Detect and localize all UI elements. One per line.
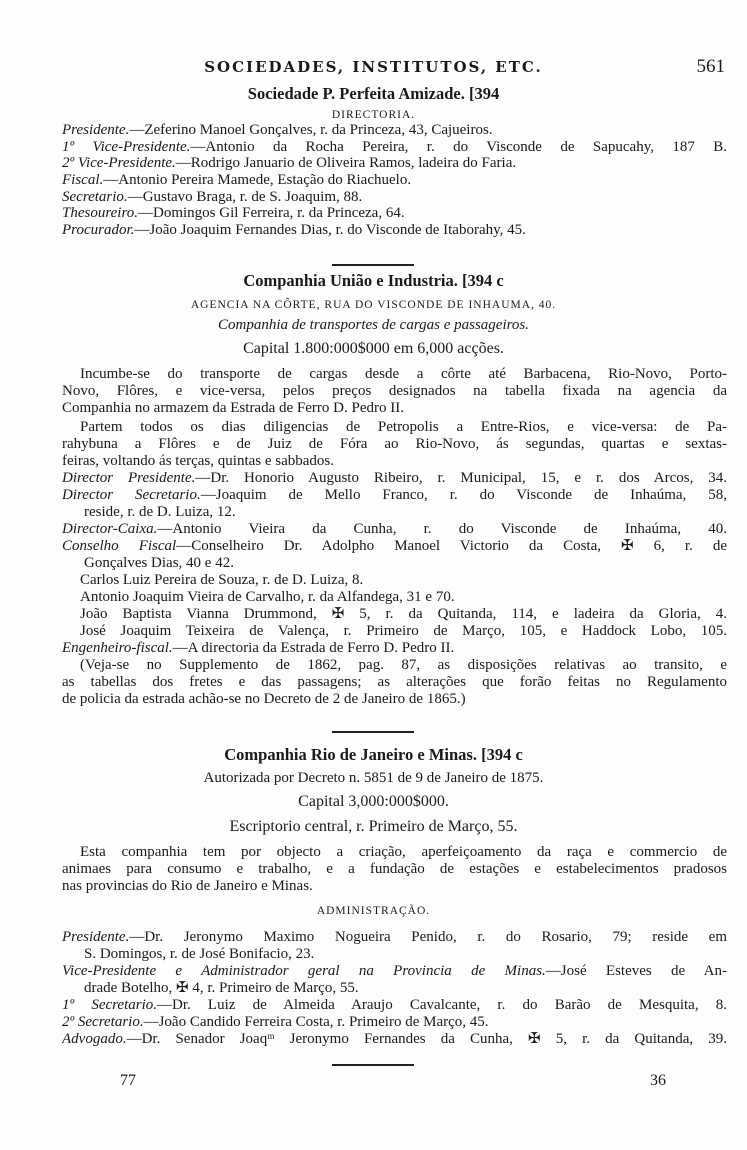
- line-text: animaes para consumo e trabalho, e a fundação de estações e estabelecimentos pradosos: [62, 861, 727, 877]
- line-text: —Joaquim de Mello Franco, r. do Visconde de Inhaúma, 58,: [200, 487, 727, 503]
- entry: [62, 521, 727, 538]
- line-text: —Rodrigo Januario de Oliveira Ramos, ladeira do Faria.: [175, 155, 517, 171]
- entry: [62, 122, 727, 139]
- entry: [62, 155, 727, 172]
- entry: [62, 470, 727, 487]
- entry-continuation: [84, 555, 727, 572]
- role-label: Thesoureiro.: [62, 205, 138, 221]
- line-text: —Antonio Pereira Mamede, Estação do Riachuelo.: [103, 172, 412, 188]
- paragraph-line: [62, 861, 727, 878]
- line-text: nas provincias do Rio de Janeiro e Minas.: [62, 878, 313, 894]
- role-label: Director-Caixa.: [62, 521, 158, 537]
- role-label: 1º Vice-Presidente.: [62, 139, 191, 155]
- line-text: S. Domingos, r. de José Bonifacio, 23.: [84, 946, 315, 962]
- line-text: Companhia no armazem da Estrada de Ferro D. Pedro II.: [62, 400, 404, 416]
- role-label: Conselho Fiscal: [62, 538, 177, 554]
- section-title: [40, 85, 707, 102]
- role-label: Engenheiro-fiscal.: [62, 640, 173, 656]
- line-text: Incumbe-se do transporte de cargas desde a côrte até Barbacena, Rio-Novo, Porto-: [80, 366, 727, 382]
- line-text: feiras, voltando ás terças, quintas e sabbados.: [62, 453, 334, 469]
- role-label: Advogado.: [62, 1031, 127, 1047]
- line-text: Sociedade P. Perfeita Amizade. [394: [247, 84, 500, 103]
- section-divider: [332, 731, 414, 733]
- line-text: —João Candido Ferreira Costa, r. Primeiro de Março, 45.: [143, 1014, 489, 1030]
- role-label: Director Presidente.: [62, 470, 196, 486]
- entry: [62, 1031, 727, 1048]
- entry: [62, 1014, 727, 1031]
- council-member: [80, 589, 745, 606]
- entry: [62, 929, 727, 946]
- role-label: 2º Vice-Presidente.: [62, 155, 176, 171]
- line-text: rahybuna a Flôres e de Juiz de Fóra ao Rio-Novo, ás segundas, quartas e sextas-: [62, 436, 727, 452]
- line-text: —Dr. Jeronymo Maximo Nogueira Penido, r. do Rosario, 79; reside em: [129, 929, 727, 945]
- entry: [62, 487, 727, 504]
- line-text: drade Botelho, ✠ 4, r. Primeiro de Março, 55.: [84, 980, 359, 996]
- line-text: Capital 3,000:000$000.: [298, 793, 449, 810]
- line-text: —Dr. Senador Joaqᵐ Jeronymo Fernandes da Cunha, ✠ 5, r. da Quitanda, 39.: [126, 1031, 727, 1047]
- role-label: 2º Secretario.: [62, 1014, 144, 1030]
- role-label: Vice-Presidente e Administrador geral na Provincia de Minas.: [62, 963, 546, 979]
- entry-continuation: [84, 504, 727, 521]
- line-text: Gonçalves Dias, 40 e 42.: [84, 555, 234, 571]
- office-line: [40, 818, 707, 835]
- role-label: Fiscal.: [62, 172, 104, 188]
- line-text: —A directoria da Estrada de Ferro D. Pedro II.: [172, 640, 455, 656]
- line-text: Carlos Luiz Pereira de Souza, r. de D. Luiza, 8.: [80, 572, 364, 588]
- entry: [62, 963, 727, 980]
- capital-line: [40, 340, 707, 357]
- role-label: Secretario.: [62, 189, 128, 205]
- line-text: Capital 1.800:000$000 em 6,000 acções.: [243, 340, 504, 357]
- entry: [62, 538, 727, 555]
- paragraph-line: [62, 453, 727, 470]
- entry-continuation: [84, 980, 727, 997]
- note-line: [80, 657, 727, 674]
- role-label: Director Secretario.: [62, 487, 201, 503]
- line-text: (Veja-se no Supplemento de 1862, pag. 87, as disposições relativas ao transito, e: [80, 657, 727, 673]
- running-header: SOCIEDADES, INSTITUTOS, ETC.: [204, 58, 543, 76]
- role-label: Procurador.: [62, 222, 135, 238]
- line-text: —João Joaquim Fernandes Dias, r. do Visconde de Itaborahy, 45.: [134, 222, 526, 238]
- paragraph-line: [80, 419, 727, 436]
- line-text: —Dr. Luiz de Almeida Araujo Cavalcante, r. do Barão de Mesquita, 8.: [157, 997, 727, 1013]
- line-text: Escriptorio central, r. Primeiro de Março, 55.: [229, 818, 518, 835]
- line-text: Esta companhia tem por objecto a criação, aperfeiçoamento da raça e commercio de: [80, 844, 727, 860]
- note-line: [62, 674, 727, 691]
- paragraph-line: [62, 878, 727, 895]
- line-text: de policia da estrada achão-se no Decreto de 2 de Janeiro de 1865.): [62, 691, 466, 707]
- line-text: —José Esteves de An-: [545, 963, 727, 979]
- line-text: —Gustavo Braga, r. de S. Joaquim, 88.: [127, 189, 363, 205]
- entry: [62, 139, 727, 156]
- paragraph-line: [62, 436, 727, 453]
- section-title: [40, 272, 707, 289]
- line-text: reside, r. de D. Luiza, 12.: [84, 504, 236, 520]
- line-text: as tabellas dos fretes e das passagens; as alterações que forão feitas no Regulamento: [62, 674, 727, 690]
- line-text: Companhia de transportes de cargas e passageiros.: [218, 317, 529, 333]
- line-text: —Dr. Honorio Augusto Ribeiro, r. Municipal, 15, e r. dos Arcos, 34.: [195, 470, 727, 486]
- paragraph-line: [62, 383, 727, 400]
- section-title: [40, 746, 707, 763]
- subheading: [40, 903, 707, 920]
- line-text: —Antonio Vieira da Cunha, r. do Visconde de Inhaúma, 40.: [157, 521, 727, 537]
- council-member: [80, 606, 727, 623]
- council-member: [80, 572, 745, 589]
- paragraph-line: [80, 366, 727, 383]
- line-text: Autorizada por Decreto n. 5851 de 9 de Janeiro de 1875.: [203, 770, 544, 786]
- line-text: Antonio Joaquim Vieira de Carvalho, r. da Alfandega, 31 e 70.: [80, 589, 455, 605]
- role-label: 1º Secretario.: [62, 997, 157, 1013]
- line-text: Companhia Rio de Janeiro e Minas. [394 c: [224, 745, 523, 764]
- entry: [62, 997, 727, 1014]
- subtitle: [40, 317, 707, 334]
- entry-continuation: [84, 946, 727, 963]
- line-text: —Domingos Gil Ferreira, r. da Princeza, 64.: [137, 205, 405, 221]
- role-label: Presidente.: [62, 122, 130, 138]
- line-text: —Conselheiro Dr. Adolpho Manoel Victorio da Costa, ✠ 6, r. de: [176, 538, 727, 554]
- section-divider: [332, 1064, 414, 1066]
- line-text: —Antonio da Rocha Pereira, r. do Visconde de Sapucahy, 187 B.: [190, 139, 727, 155]
- line-text: ADMINISTRAÇÃO.: [316, 905, 431, 917]
- subheading: [40, 297, 707, 314]
- folio-mark: 36: [650, 1072, 666, 1089]
- paragraph-line: [80, 844, 727, 861]
- line-text: João Baptista Vianna Drummond, ✠ 5, r. da Quitanda, 114, e ladeira da Gloria, 4.: [80, 606, 727, 622]
- line-text: AGENCIA NA CÔRTE, RUA DO VISCONDE DE INHAUMA, 40.: [190, 299, 557, 311]
- authorization-line: [40, 770, 707, 787]
- page-number: 561: [696, 56, 725, 77]
- signature-mark: 77: [120, 1072, 136, 1089]
- paragraph-line: [62, 400, 727, 417]
- council-member: [80, 623, 727, 640]
- entry: [62, 189, 727, 206]
- note-line: [62, 691, 727, 708]
- entry: [62, 205, 727, 222]
- section-divider: [332, 264, 414, 266]
- entry: [62, 222, 727, 239]
- entry: [62, 172, 727, 189]
- line-text: DIRECTORIA.: [331, 109, 416, 121]
- line-text: Partem todos os dias diligencias de Petropolis a Entre-Rios, e vice-versa: de Pa-: [80, 419, 727, 435]
- entry: [62, 640, 727, 657]
- line-text: Novo, Flôres, e vice-versa, pelos preços designados na tabella fixada na agencia da: [62, 383, 727, 399]
- capital-line: [40, 793, 707, 810]
- line-text: —Zeferino Manoel Gonçalves, r. da Princeza, 43, Cajueiros.: [129, 122, 493, 138]
- line-text: Companhia União e Industria. [394 c: [243, 271, 504, 290]
- line-text: José Joaquim Teixeira de Valença, r. Primeiro de Março, 105, e Haddock Lobo, 105.: [80, 623, 727, 639]
- role-label: Presidente.: [62, 929, 130, 945]
